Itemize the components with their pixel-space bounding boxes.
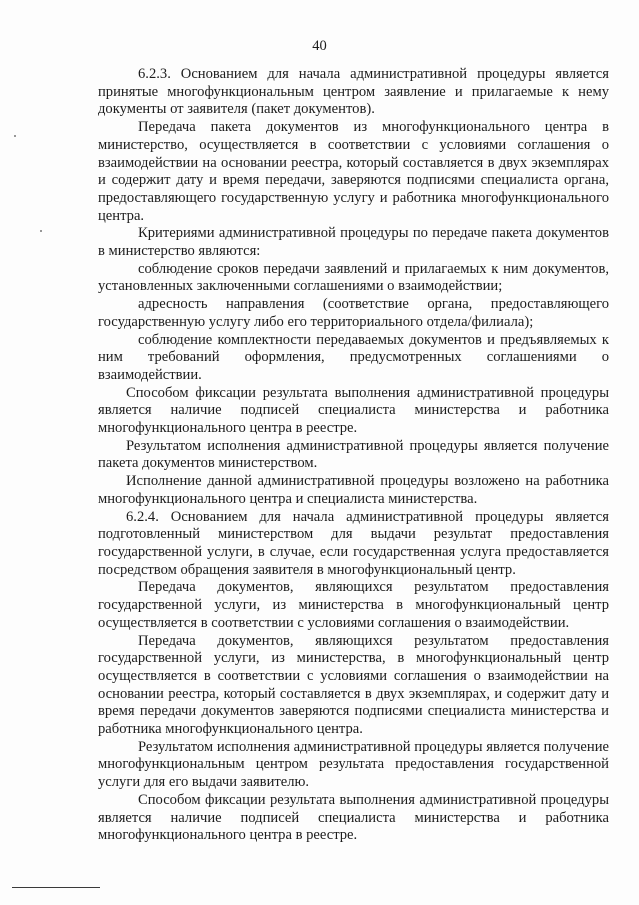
paragraph-criteria-addressing: адресность направления (соответствие органа, предоставляющего государственную услугу либо его территориального отдела/филиала); <box>98 296 609 330</box>
paragraph-6-2-3: 6.2.3. Основанием для начала административной процедуры является принятые многофункциональным центром заявление и прилагаемые к нему документы от заявителя (пакет документов). <box>98 66 609 118</box>
paragraph-package-transfer: Передача пакета документов из многофункционального центра в министерство, осуществляется в соответствии с условиями соглашения о взаимодействии на основании реестра, который составляется в двух экземплярах и содержит дату и время передачи, заверяются подписями специалиста органа, предоставляющего государственную услугу и работника многофункционального центра. <box>98 119 609 224</box>
document-body <box>98 66 609 845</box>
paragraph-criteria-completeness: соблюдение комплектности передаваемых документов и предъявляемых к ним требований оформления, предусмотренных соглашениями о взаимодействии. <box>98 331 609 383</box>
scan-speck <box>40 230 42 232</box>
paragraph-fixation-method-2: Способом фиксации результата выполнения административной процедуры является наличие подписей специалиста министерства и работника многофункционального центра в реестре. <box>98 791 609 844</box>
paragraph-result-2: Результатом исполнения административной процедуры является получение многофункциональным центром результата предоставления государственной услуги для его выдачи заявителю. <box>98 738 609 791</box>
paragraph-criteria-intro: Критериями административной процедуры по передаче пакета документов в министерство являются: <box>98 225 609 260</box>
paragraph-results-transfer-1: Передача документов, являющихся результатом предоставления государственной услуги, из министерства в многофункциональный центр осуществляется в соответствии с условиями соглашения о взаимодействии. <box>98 579 609 631</box>
paragraph-responsibility: Исполнение данной административной процедуры возложено на работника многофункционального центра и специалиста министерства. <box>98 473 609 507</box>
paragraph-criteria-deadlines: соблюдение сроков передачи заявлений и прилагаемых к ним документов, установленных заключенными соглашениями о взаимодействии; <box>98 260 609 295</box>
footnote-rule <box>12 887 100 888</box>
paragraph-fixation-method-1: Способом фиксации результата выполнения административной процедуры является наличие подписей специалиста министерства и работника многофункционального центра в реестре. <box>98 384 609 437</box>
scan-speck <box>14 135 16 137</box>
paragraph-results-transfer-2: Передача документов, являющихся результатом предоставления государственной услуги, из министерства, в многофункциональный центр осуществляется в соответствии с условиями соглашения о взаимодействии на основании реестра, который составляется в двух экземплярах, и содержит дату и время передачи документов заверяются подписями специалиста министерства и работника многофункционального центра. <box>98 632 609 738</box>
paragraph-6-2-4: 6.2.4. Основанием для начала административной процедуры является подготовленный министерством для выдачи результат предоставления государственной услуги, в случае, если государственная услуга предоставляется посредством обращения заявителя в многофункциональный центр. <box>98 508 609 578</box>
page-number: 40 <box>312 38 327 54</box>
paragraph-result-1: Результатом исполнения административной процедуры является получение пакета документов министерством. <box>98 437 609 472</box>
